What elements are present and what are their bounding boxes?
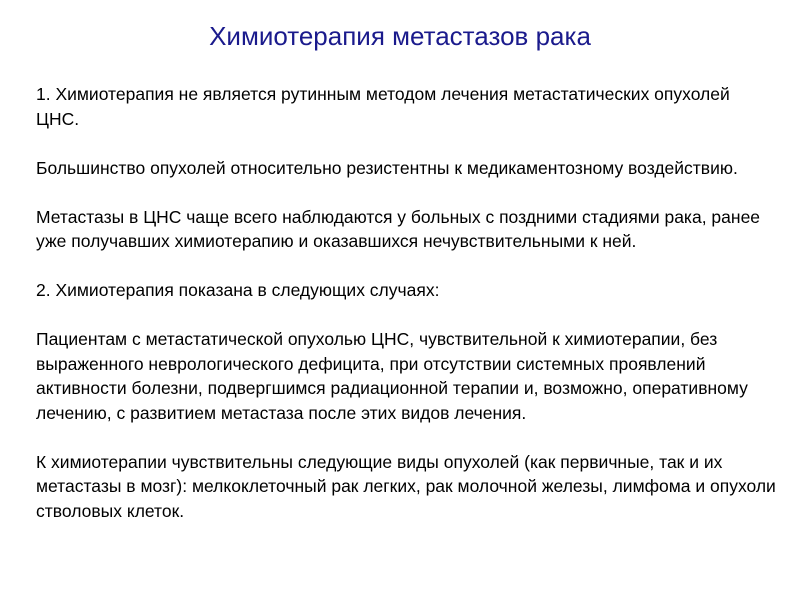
paragraph-late-stage-metastases: Метастазы в ЦНС чаще всего наблюдаются у больных с поздними стадиями рака, ранее уже получавших химиотерапию и оказавшихся нечувствительными к ней. (36, 206, 761, 251)
slide-title: Химиотерапия метастазов рака (209, 21, 591, 51)
paragraph-indications-heading: 2. Химиотерапия показана в следующих случаях: (36, 280, 440, 300)
paragraph-sensitive-tumors: К химиотерапии чувствительны следующие виды опухолей (как первичные, так и их метастазы в мозг): мелкоклеточный рак легких, рак молочной железы, лимфома и опухоли стволовых клеток. (36, 451, 776, 521)
paragraph-indicated-patients: Пациентам с метастатической опухолью ЦНС, чувствительной к химиотерапии, без выраженного неврологического дефицита, при отсутствии системных проявлений активности болезни, подвергшимся радиационной терапии и, возможно, оперативному лечению, с развитием метастаза после этих видов лечения. (36, 329, 748, 423)
slide-body (36, 82, 776, 523)
paragraph-tumor-resistance: Большинство опухолей относительно резистентны к медикаментозному воздействию. (36, 157, 738, 178)
paragraph-chemo-not-routine: 1. Химиотерапия не является рутинным методом лечения метастатических опухолей ЦНС. (36, 84, 730, 129)
